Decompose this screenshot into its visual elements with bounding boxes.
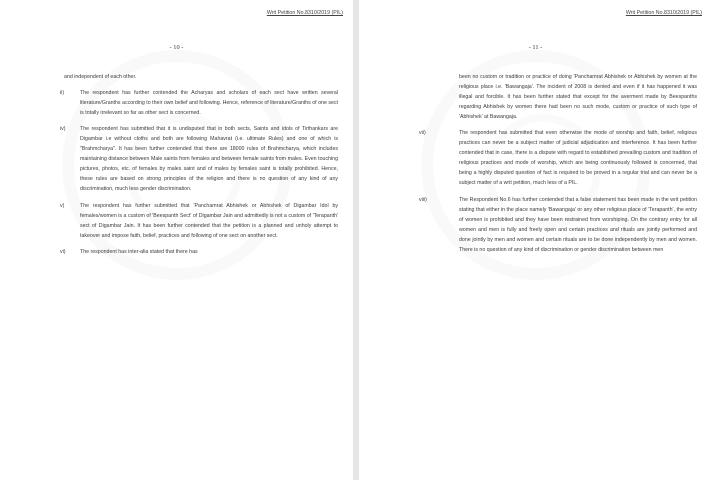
item-number: viii) [419, 196, 427, 203]
item-text: The respondent has inter-alia stated that there has [80, 248, 198, 255]
page-body [419, 72, 697, 261]
item-number: v) [60, 202, 65, 209]
item-text: The respondent has submitted that it is undisputed that in both sects, Saints and idols of Tirthankars are Digambar i.e without cloths and both are following Mahavrat (i.e. ultimate Rules) and one of which is "Brahmcharya". It has been further contended that there are 18000 rules of Brahmcharya, which includes maintaining distance between Male saints from females and between female saints from males. Even touching pictures, photos, etc. of females by males saint and of males by females saint is totally prohibited. Hence, these rules are based on strong principles of the religion and there is no question of any kind of any discrimination, much less gender discrimination. [80, 126, 338, 193]
continuation-paragraph: and independent of each other. [64, 74, 137, 80]
page-11 [359, 0, 712, 480]
page-body [60, 72, 338, 263]
page-10 [0, 0, 353, 480]
page-header: Writ Petition No.8310/2019 (PIL) [625, 10, 702, 16]
page-number: - 10 - [169, 44, 184, 51]
continuation-paragraph: been no custom or tradition or practice of doing 'Panchamrat Abhishek or Abhishek by women at the religious place i.e. 'Bawangaja'. The incident of 2008 is denied and even if it has happened it was illegal and forcible. It has been further stated that except for the averment made by Beespanths regarding Abhishek by women there had been no such mode, custom or practice of such type of 'Abhishek' at Bawangaja. [459, 74, 697, 121]
item-text: The Respondent No.6 has further contended that a false statement has been made in the writ petition stating that either in the place namely 'Bawangaja' or any other religious place of 'Terapanth', the entry of women is prohibited and they have been restrained from worshiping. On the contrary entry for all women and men is fully and freely open and certain practices and rituals are jointly performed and done jointly by men and women and certain rituals are to be done independently by men and women. There is no question of any kind of discrimination or gender discrimination between men [459, 196, 697, 253]
page-number: - 11 - [528, 44, 543, 51]
item-number: iv) [60, 126, 66, 133]
item-text: The respondent has further submitted that 'Panchamrat Abhishek or Abhishek of Digambar Idol by females/women is a custom of 'Beespanth Sect' of Digambar Jain and admittedly is not a custom of 'Terapanth' sect of Digambar Jain. It has been further contended that the petition is a planned and unholy attempt to takeover and impose faith, belief, practices and following of one sect on another sect. [80, 202, 338, 239]
list-item [419, 128, 697, 188]
item-number: vi) [60, 248, 66, 255]
page-header: Writ Petition No.8310/2019 (PIL) [266, 10, 343, 16]
item-number: vii) [419, 130, 426, 137]
list-item [419, 195, 697, 255]
item-text: The respondent has submitted that even otherwise the mode of worship and faith, belief, religious practices can never be a subject matter of judicial adjudication and interference. It has been further contended that in case, there is a dispute with regard to established prevailing custom and tradition of religious practices and mode of worship, which are being continuously followed is concerned, that being a highly disputed question of fact is required to be proved in a regular trial and can never be a subject matter of a writ petition, much less of a PIL. [459, 130, 697, 187]
list-item [60, 88, 338, 118]
item-number: ii) [60, 90, 65, 97]
list-item [60, 124, 338, 194]
item-text: The respondent has further contended the Acharyas and scholars of each sect have written several literature/Granths according to their own belief and following. Hence, reference of literature/Granths of one sect is totally irrelevant so far as other sect is concerned. [80, 90, 338, 117]
list-item [60, 247, 338, 257]
list-item [60, 201, 338, 241]
